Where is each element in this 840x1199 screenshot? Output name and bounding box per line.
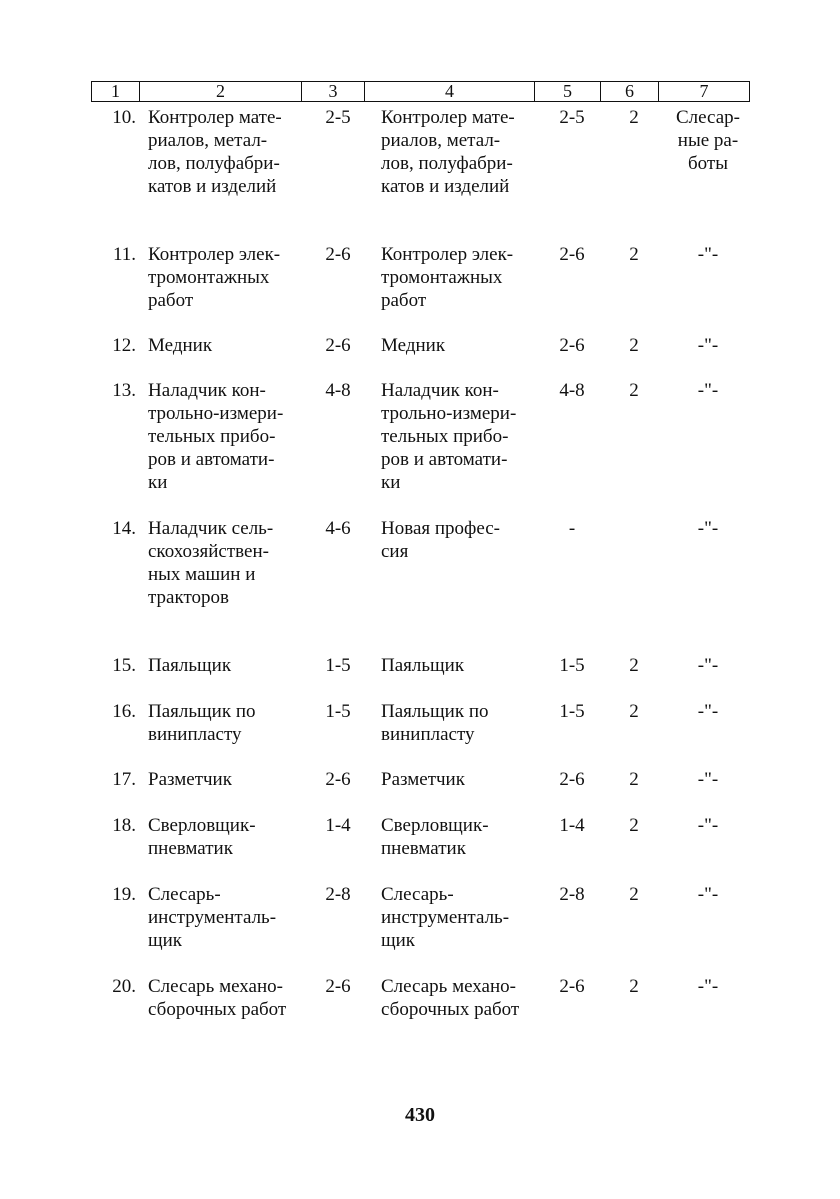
new-profession-name: Разметчик [381,769,465,790]
row-number: 11. [112,244,136,265]
header-col-1: 1 [92,82,140,101]
grade-range: 2-5 [325,107,351,128]
new-profession-name: Новая профес- сия [381,518,501,562]
new-grade-range: 2-6 [559,335,585,356]
column-7-value: -"- [697,769,719,790]
column-6-value: 2 [629,244,639,265]
column-6-value: 2 [629,335,639,356]
new-profession-name: Контролер мате- риалов, метал- лов, полуфабри- катов и изделий [381,107,515,197]
profession-name: Паяльщик по винипласту [148,701,256,745]
row-number: 10. [112,107,136,128]
header-col-4: 4 [365,82,535,101]
row-number: 16. [112,701,136,722]
grade-range: 2-6 [325,335,351,356]
column-7-value: -"- [697,976,719,997]
profession-name: Разметчик [148,769,232,790]
row-number: 12. [112,335,136,356]
new-profession-name: Контролер элек- тромонтажных работ [381,244,514,311]
column-6-value: 2 [629,815,639,836]
column-7-value: -"- [697,518,719,539]
header-col-5: 5 [535,82,601,101]
row-number: 15. [112,655,136,676]
row-number: 17. [112,769,136,790]
grade-range: 4-8 [325,380,351,401]
profession-name: Слесарь- инструменталь- щик [148,884,277,951]
new-grade-range: - [568,518,576,539]
row-number: 14. [112,518,136,539]
profession-name: Наладчик кон- трольно-измери- тельных прибо- ров и автомати- ки [148,380,284,493]
new-grade-range: 2-8 [559,884,585,905]
new-profession-name: Слесарь механо- сборочных работ [381,976,520,1020]
new-profession-name: Слесарь- инструменталь- щик [381,884,510,951]
page-number: 430 [405,1104,435,1126]
column-6-value: 2 [629,769,639,790]
column-6-value: 2 [629,884,639,905]
new-grade-range: 1-4 [559,815,585,836]
grade-range: 1-5 [325,655,351,676]
new-grade-range: 2-6 [559,976,585,997]
new-grade-range: 2-5 [559,107,585,128]
row-number: 13. [112,380,136,401]
column-7-value: -"- [697,244,719,265]
header-col-7: 7 [699,81,709,101]
column-7-value: -"- [697,884,719,905]
new-profession-name: Паяльщик [381,655,465,676]
grade-range: 2-8 [325,884,351,905]
header-col-6: 6 [601,82,659,101]
column-7-value: Слесар- ные ра- боты [676,107,740,174]
column-7-value: -"- [697,701,719,722]
table-header [91,81,750,102]
new-profession-name: Медник [381,335,446,356]
column-7-value: -"- [697,380,719,401]
column-6-value: 2 [629,380,639,401]
column-6-value: 2 [629,107,639,128]
row-number: 18. [112,815,136,836]
profession-name: Слесарь механо- сборочных работ [148,976,287,1020]
grade-range: 2-6 [325,976,351,997]
new-grade-range: 4-8 [559,380,585,401]
grade-range: 1-4 [325,815,351,836]
profession-name: Наладчик сель- скохозяйствен- ных машин и тракторов [148,518,274,608]
column-7-value: -"- [697,335,719,356]
column-7-value: -"- [697,655,719,676]
column-7-value: -"- [697,815,719,836]
new-profession-name: Наладчик кон- трольно-измери- тельных прибо- ров и автомати- ки [381,380,517,493]
column-6-value: 2 [629,976,639,997]
grade-range: 1-5 [325,701,351,722]
column-6-value: 2 [629,655,639,676]
column-6-value: 2 [629,701,639,722]
new-profession-name: Сверловщик- пневматик [381,815,489,859]
header-col-2: 2 [140,82,302,101]
profession-name: Контролер элек- тромонтажных работ [148,244,281,311]
grade-range: 4-6 [325,518,351,539]
new-grade-range: 2-6 [559,244,585,265]
grade-range: 2-6 [325,244,351,265]
profession-name: Медник [148,335,213,356]
new-grade-range: 1-5 [559,701,585,722]
profession-name: Контролер мате- риалов, метал- лов, полуфабри- катов и изделий [148,107,282,197]
new-profession-name: Паяльщик по винипласту [381,701,489,745]
row-number: 20. [112,976,136,997]
row-number: 19. [112,884,136,905]
new-grade-range: 2-6 [559,769,585,790]
profession-name: Паяльщик [148,655,232,676]
header-col-3: 3 [302,82,365,101]
grade-range: 2-6 [325,769,351,790]
new-grade-range: 1-5 [559,655,585,676]
profession-name: Сверловщик- пневматик [148,815,256,859]
